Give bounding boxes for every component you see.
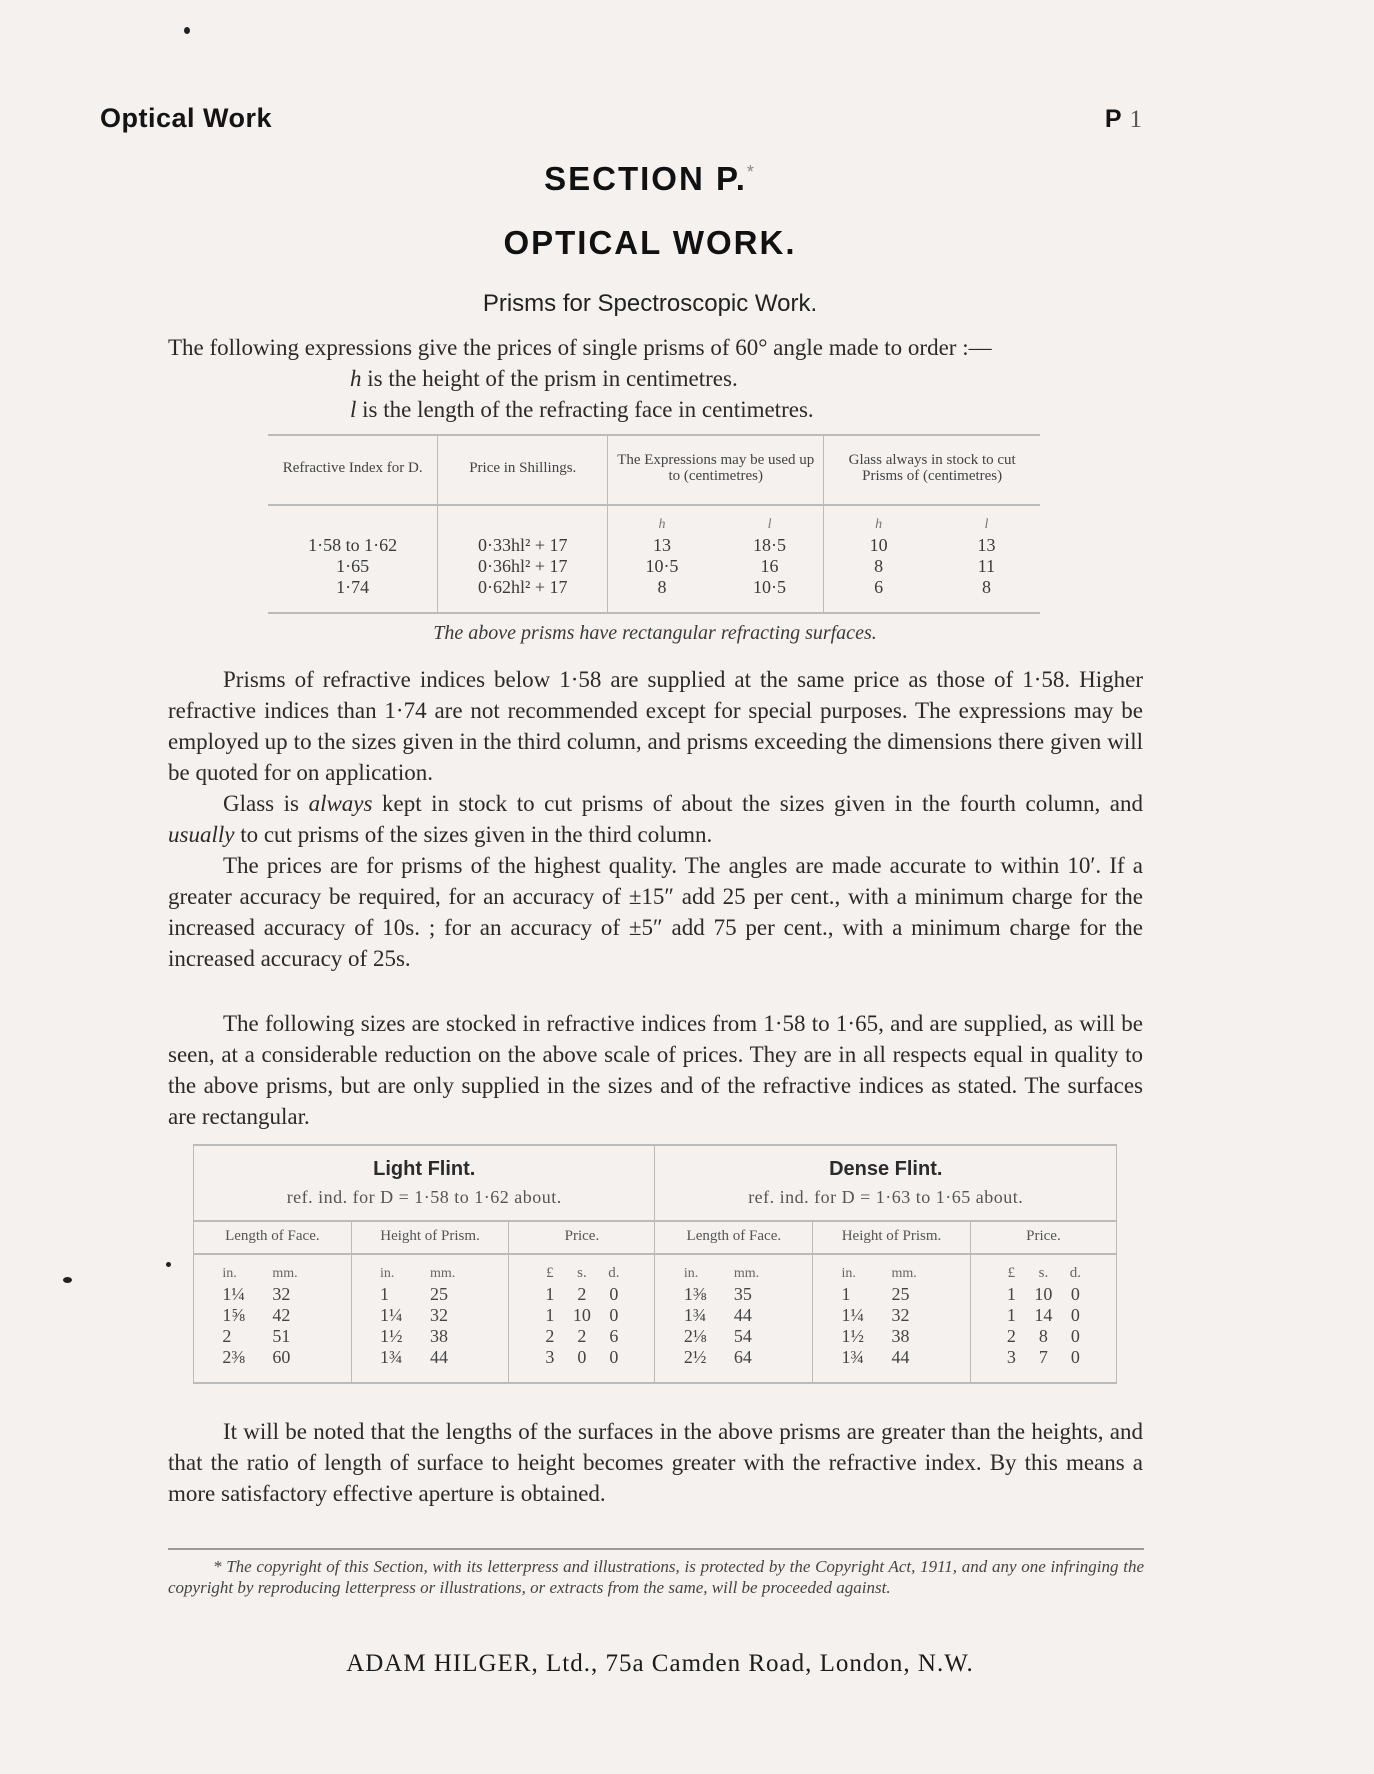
price-expression-cell: 0·33hl² + 17 bbox=[438, 535, 608, 556]
face-millimetres: 51 bbox=[272, 1326, 291, 1346]
page-number bbox=[1105, 105, 1142, 134]
price-expression-table bbox=[268, 434, 1040, 614]
price-pence: 0 bbox=[1070, 1305, 1080, 1325]
publisher-imprint: ADAM HILGER, Ltd., 75a Camden Road, London, N.W. bbox=[346, 1650, 974, 1677]
l-variable: l bbox=[350, 397, 357, 422]
price-cell bbox=[509, 1254, 655, 1383]
paragraph: The following sizes are stocked in refractive indices from 1·58 to 1·65, and are supplied, as will be seen, at a considerable reduction on the above scale of prices. They are in all respects equal in quality to the above prisms, but are only supplied in the sizes and of the refractive indices as stated. The surfaces are rectangular. bbox=[168, 1011, 1143, 1129]
price-pounds: 3 bbox=[545, 1347, 555, 1367]
length-of-face-cell bbox=[655, 1254, 813, 1383]
header-height-of-prism: Height of Prism. bbox=[813, 1221, 971, 1254]
face-millimetres: 44 bbox=[733, 1305, 752, 1325]
footnote-divider bbox=[168, 1548, 1144, 1550]
header-height-of-prism: Height of Prism. bbox=[351, 1221, 509, 1254]
height-millimetres: 44 bbox=[430, 1347, 449, 1367]
unit-l: l bbox=[767, 517, 772, 532]
section-heading bbox=[0, 160, 1300, 198]
table-row bbox=[268, 556, 1040, 577]
scan-speck bbox=[63, 1277, 72, 1283]
price-shillings: 7 bbox=[1038, 1347, 1048, 1367]
height-inches: 1¼ bbox=[841, 1305, 865, 1325]
price-cell bbox=[970, 1254, 1116, 1383]
price-pounds: 1 bbox=[1006, 1305, 1016, 1325]
page-title: OPTICAL WORK. bbox=[503, 224, 797, 261]
unit-millimetres: mm. bbox=[733, 1266, 760, 1281]
h-definition bbox=[350, 363, 1143, 394]
face-inches: 2½ bbox=[683, 1347, 707, 1367]
running-head-title: Optical Work bbox=[100, 103, 273, 133]
face-inches: 1⅜ bbox=[683, 1284, 707, 1304]
page-letter: P bbox=[1104, 105, 1122, 133]
unit-inches: in. bbox=[683, 1266, 699, 1281]
copyright-footnote bbox=[168, 1556, 1144, 1598]
header-price: Price. bbox=[509, 1221, 655, 1254]
height-inches: 1¾ bbox=[380, 1347, 403, 1367]
page-subtitle: Prisms for Spectroscopic Work. bbox=[482, 290, 818, 317]
height-inches: 1½ bbox=[380, 1326, 403, 1346]
body-paragraphs bbox=[168, 664, 1143, 974]
h-definition-text: is the height of the prism in centimetres. bbox=[361, 366, 738, 391]
face-inches: 1¼ bbox=[222, 1284, 245, 1304]
expression-h-cell: 10·5 bbox=[608, 556, 716, 577]
paragraph bbox=[168, 788, 1143, 850]
height-millimetres: 25 bbox=[891, 1284, 910, 1304]
table-row bbox=[268, 577, 1040, 613]
unit-shillings: s. bbox=[1038, 1265, 1049, 1281]
stock-l-cell: 8 bbox=[981, 577, 991, 597]
unit-pence: d. bbox=[1069, 1265, 1082, 1281]
unit-h: h bbox=[608, 505, 716, 535]
footnote-marker: * bbox=[746, 162, 756, 182]
paragraph: The prices are for prisms of the highest quality. The angles are made accurate to within 10′. If a greater accuracy be required, for an accuracy of ±15″ add 25 per cent., with a minimum charge for the increased accuracy of 10s. ; for an accuracy of ±5″ add 75 per cent., with a minimum charge for the increased accuracy of 25s. bbox=[168, 853, 1143, 971]
unit-pounds: £ bbox=[1007, 1265, 1016, 1281]
price-shillings: 8 bbox=[1038, 1326, 1048, 1346]
face-inches: 1⅝ bbox=[222, 1305, 245, 1325]
stock-intro bbox=[168, 1008, 1143, 1132]
text-run: kept in stock to cut prisms of about the sizes given in the fourth column, and bbox=[372, 791, 1143, 816]
price-pence: 6 bbox=[609, 1326, 619, 1346]
refractive-index-cell: 1·65 bbox=[336, 556, 370, 576]
face-inches: 2⅛ bbox=[683, 1326, 707, 1346]
unit-l: l bbox=[984, 517, 989, 532]
intro-block bbox=[168, 332, 1143, 425]
unit-millimetres: mm. bbox=[891, 1266, 917, 1281]
price-expression-cell: 0·62hl² + 17 bbox=[438, 577, 608, 613]
column-header-row bbox=[194, 1221, 1117, 1254]
unit-inches: in. bbox=[222, 1266, 237, 1281]
unit-pence: d. bbox=[608, 1265, 620, 1281]
face-millimetres: 60 bbox=[272, 1347, 291, 1367]
expression-l-cell: 16 bbox=[760, 556, 779, 576]
header-price: Price. bbox=[970, 1221, 1116, 1254]
price-shillings: 2 bbox=[577, 1284, 587, 1304]
price-expression-cell: 0·36hl² + 17 bbox=[438, 556, 608, 577]
group-name: Dense Flint. bbox=[829, 1158, 943, 1180]
height-millimetres: 25 bbox=[430, 1284, 449, 1304]
height-millimetres: 38 bbox=[891, 1326, 910, 1346]
price-shillings: 0 bbox=[577, 1347, 587, 1367]
l-definition bbox=[350, 394, 1143, 425]
page-number-value: 1 bbox=[1129, 106, 1142, 133]
stock-data-row bbox=[194, 1254, 1117, 1383]
group-ref-index: ref. ind. for D = 1·58 to 1·62 about. bbox=[286, 1187, 562, 1207]
price-pounds: 2 bbox=[545, 1326, 555, 1346]
price-pence: 0 bbox=[609, 1347, 619, 1367]
face-millimetres: 35 bbox=[733, 1284, 752, 1304]
height-inches: 1¾ bbox=[841, 1347, 865, 1367]
unit-millimetres: mm. bbox=[430, 1266, 456, 1281]
stock-h-cell: 10 bbox=[824, 535, 933, 556]
scan-speck bbox=[184, 27, 190, 34]
height-inches: 1¼ bbox=[380, 1305, 403, 1325]
price-shillings: 10 bbox=[1034, 1284, 1053, 1304]
price-pounds: 2 bbox=[1006, 1326, 1016, 1346]
stock-h-cell: 6 bbox=[824, 577, 933, 613]
header-glass-stock: Glass always in stock to cut Prisms of (centimetres) bbox=[824, 435, 1040, 505]
face-millimetres: 64 bbox=[733, 1347, 752, 1367]
paragraph: It will be noted that the lengths of the surfaces in the above prisms are greater than the heights, and that the ratio of length of surface to height becomes greater with the refractive index. By this means a more satisfactory effective aperture is obtained. bbox=[168, 1419, 1143, 1506]
unit-pounds: £ bbox=[546, 1265, 554, 1281]
units-row bbox=[268, 505, 1040, 535]
face-inches: 1¾ bbox=[683, 1305, 707, 1325]
refractive-index-cell: 1·74 bbox=[336, 577, 370, 597]
price-pounds: 1 bbox=[1006, 1284, 1016, 1304]
height-inches: 1½ bbox=[841, 1326, 865, 1346]
closing-paragraph bbox=[168, 1416, 1143, 1509]
text-run: to cut prisms of the sizes given in the third column. bbox=[234, 822, 713, 847]
h-variable: h bbox=[350, 366, 362, 391]
section-title: SECTION P. bbox=[544, 160, 747, 197]
expression-l-cell: 10·5 bbox=[753, 577, 787, 597]
header-expressions: The Expressions may be used up to (centimetres) bbox=[608, 435, 824, 505]
header-price: Price in Shillings. bbox=[438, 435, 608, 505]
height-millimetres: 44 bbox=[891, 1347, 910, 1367]
unit-millimetres: mm. bbox=[272, 1266, 298, 1281]
face-millimetres: 32 bbox=[272, 1284, 291, 1304]
intro-line: The following expressions give the prices of single prisms of 60° angle made to order :— bbox=[168, 335, 992, 360]
table-header-row bbox=[268, 435, 1040, 505]
expression-h-cell: 13 bbox=[608, 535, 716, 556]
face-inches: 2⅜ bbox=[222, 1347, 245, 1367]
stock-l-cell: 11 bbox=[977, 556, 996, 576]
height-millimetres: 32 bbox=[891, 1305, 910, 1325]
price-pounds: 1 bbox=[545, 1284, 555, 1304]
price-pence: 0 bbox=[1070, 1326, 1080, 1346]
unit-h: h bbox=[824, 505, 933, 535]
group-light-flint bbox=[194, 1145, 655, 1221]
text-run: Glass is bbox=[223, 791, 309, 816]
paragraph: Prisms of refractive indices below 1·58 are supplied at the same price as those of 1·58. Higher refractive indices than 1·74 are not recommended except for special purposes. The expressions may be employed up to the sizes given in the third column, and prisms exceeding the dimensions there given will be quoted for on application. bbox=[168, 667, 1143, 785]
price-pence: 0 bbox=[1070, 1347, 1080, 1367]
price-shillings: 2 bbox=[577, 1326, 587, 1346]
stock-l-cell: 13 bbox=[977, 535, 996, 555]
header-length-of-face: Length of Face. bbox=[194, 1221, 352, 1254]
face-millimetres: 54 bbox=[733, 1326, 752, 1346]
expression-l-cell: 18·5 bbox=[753, 535, 787, 555]
unit-shillings: s. bbox=[577, 1265, 587, 1281]
price-pence: 0 bbox=[609, 1305, 619, 1325]
height-millimetres: 38 bbox=[430, 1326, 449, 1346]
height-of-prism-cell bbox=[813, 1254, 971, 1383]
table-caption: The above prisms have rectangular refracting surfaces. bbox=[433, 622, 877, 644]
face-inches: 2 bbox=[222, 1326, 232, 1346]
face-millimetres: 42 bbox=[272, 1305, 291, 1325]
price-pounds: 3 bbox=[1006, 1347, 1016, 1367]
footnote-text: * The copyright of this Section, with its letterpress and illustrations, is protected by the Copyright Act, 1911, and any one infringing the copyright by reproducing letterpress or illustrations, or extracts from the same, will be proceeded against. bbox=[168, 1557, 1144, 1597]
expression-h-cell: 8 bbox=[608, 577, 716, 613]
price-shillings: 14 bbox=[1034, 1305, 1053, 1325]
stock-h-cell: 8 bbox=[824, 556, 933, 577]
length-of-face-cell bbox=[194, 1254, 352, 1383]
price-shillings: 10 bbox=[572, 1305, 591, 1325]
running-head bbox=[100, 103, 1142, 134]
header-length-of-face: Length of Face. bbox=[655, 1221, 813, 1254]
emphasis: usually bbox=[168, 822, 235, 847]
table-row bbox=[268, 535, 1040, 556]
unit-inches: in. bbox=[380, 1266, 395, 1281]
emphasis: always bbox=[308, 791, 373, 816]
group-dense-flint bbox=[655, 1145, 1117, 1221]
price-pounds: 1 bbox=[545, 1305, 555, 1325]
price-pence: 0 bbox=[609, 1284, 619, 1304]
l-definition-text: is the length of the refracting face in centimetres. bbox=[356, 397, 814, 422]
stocked-sizes-table bbox=[193, 1144, 1117, 1384]
price-pence: 0 bbox=[1070, 1284, 1080, 1304]
height-inches: 1 bbox=[841, 1284, 851, 1304]
group-ref-index: ref. ind. for D = 1·63 to 1·65 about. bbox=[748, 1187, 1024, 1207]
height-of-prism-cell bbox=[351, 1254, 509, 1383]
height-inches: 1 bbox=[380, 1284, 390, 1304]
unit-inches: in. bbox=[841, 1266, 856, 1281]
scan-speck bbox=[166, 1262, 171, 1267]
group-name: Light Flint. bbox=[373, 1158, 476, 1180]
group-header-row bbox=[194, 1145, 1117, 1221]
height-millimetres: 32 bbox=[430, 1305, 449, 1325]
refractive-index-cell: 1·58 to 1·62 bbox=[308, 535, 398, 555]
header-refractive-index: Refractive Index for D. bbox=[268, 435, 438, 505]
